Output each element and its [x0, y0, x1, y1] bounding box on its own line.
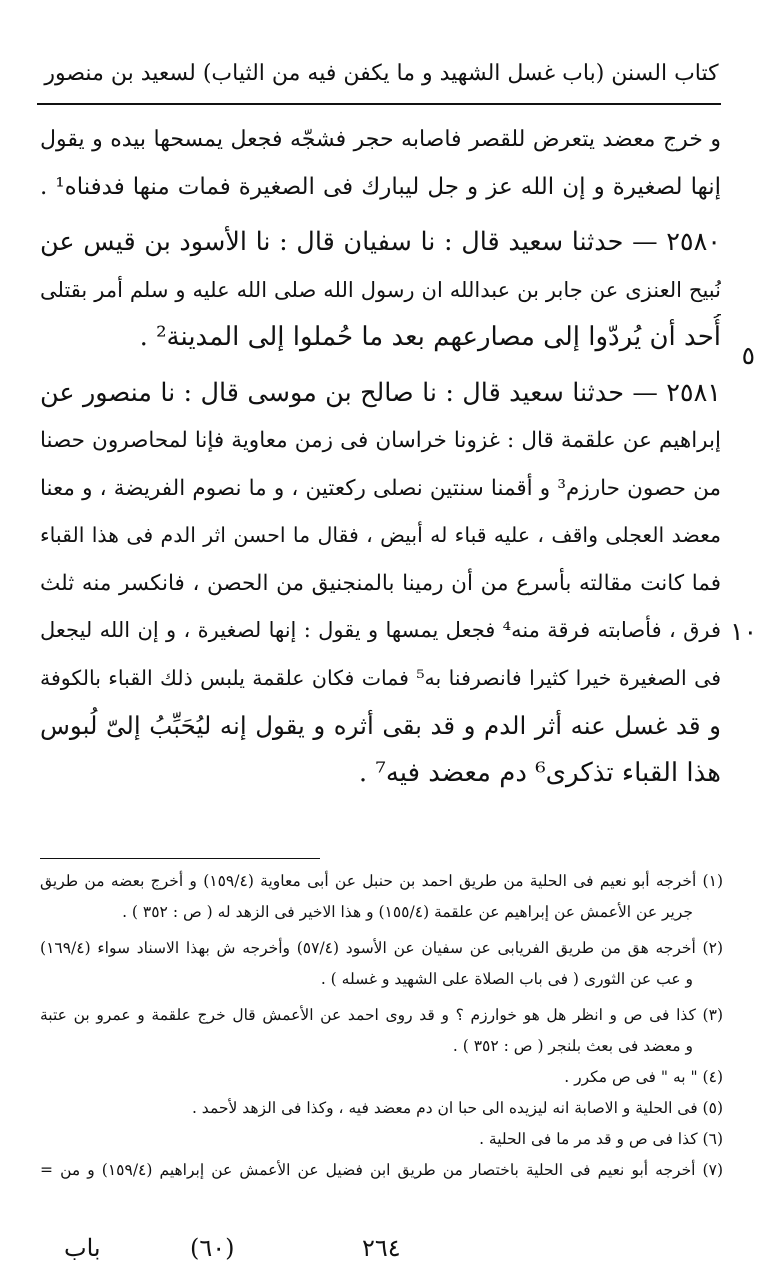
- footnote-line: (٣) كذا فى ص و انظر هل هو خوارزم ؟ و قد روى احمد عن الأعمش قال خرج علقمة و عمرو بن عتبة: [40, 1006, 723, 1024]
- text-line: و خرج معضد يتعرض للقصر فاصابه حجر فشجّه فجعل يمسحها بيده و يقول: [40, 127, 721, 152]
- footnote-line: (٢) أخرجه هق من طريق الفريابى عن سفيان عن الأسود (٥٧/٤) وأخرجه ش بهذا الاسناد سواء (١٦٩/٤): [40, 939, 723, 957]
- footnotes: [40, 866, 723, 1186]
- text-line: من حصون حارزم³ و أقمنا سنتين نصلى ركعتين ، و ما نصوم الفريضة ، و معنا: [40, 475, 721, 501]
- footer-signature: (٦٠): [190, 1234, 235, 1262]
- page-footer: [60, 1230, 701, 1266]
- footnote-line: (١) أخرجه أبو نعيم فى الحلية من طريق احمد بن حنبل عن أبى معاوية (١٥٩/٤) و أخرج بعضه من طريق: [40, 872, 723, 890]
- footnote-rule: [40, 858, 320, 859]
- hadith-2580-line: ٢٥٨٠ — حدثنا سعيد قال : نا سفيان قال : نا الأسود بن قيس عن: [40, 227, 721, 257]
- text-line: معضد العجلى واقف ، عليه قباء له أبيض ، فقال ما احسن اثر الدم فى هذا القباء: [40, 523, 721, 547]
- text-line: أُحد أن يُردّوا إلى مصارعهم بعد ما حُملوا إلى المدينة² .: [139, 322, 721, 352]
- footnote-line: جرير عن الأعمش عن إبراهيم عن علقمة (١٥٥/٤) و هذا الاخير فى الزهد له ( ص : ٣٥٢ ) .: [122, 903, 693, 921]
- margin-line-number: ٥: [741, 341, 755, 370]
- margin-line-number: ١٠: [730, 617, 757, 646]
- text-line: فى الصغيرة خيرا كثيرا فانصرفنا به⁵ فمات فكان علقمة يلبس ذلك القباء بالكوفة: [40, 665, 721, 690]
- footnote-line: (٤) " به " فى ص مكرر .: [564, 1068, 723, 1086]
- running-header: كتاب السنن (باب غسل الشهيد و ما يكفن فيه من الثياب) لسعيد بن منصور: [44, 61, 719, 86]
- footer-catchword: باب: [64, 1234, 101, 1262]
- text-line: و قد غسل عنه أثر الدم و قد بقى أثره و يقول إنه ليُحَبِّبُ إلىّ لُبوس: [40, 711, 721, 740]
- footnote-line: و عب عن الثورى ( فى باب الصلاة على الشهيد و غسله ) .: [320, 970, 693, 988]
- footnote-line: (٥) فى الحلية و الاصابة انه ليزيده الى حبا ان دم معضد فيه ، وكذا فى الزهد لأحمد .: [191, 1099, 723, 1117]
- text-line: إبراهيم عن علقمة قال : غزونا خراسان فى زمن معاوية فإنا لمحاصرون حصنا: [40, 428, 721, 453]
- main-text: [40, 116, 721, 797]
- page-number: ٢٦٤: [362, 1234, 401, 1262]
- text-line: هذا القباء تذكرى⁶ دم معضد فيه⁷ .: [358, 757, 721, 788]
- text-line: فما كانت مقالته بأسرع من أن رمينا بالمنجنيق من الحصن ، فانكسر منه ثلث: [40, 570, 721, 596]
- footnote-line: (٧) أخرجه أبو نعيم فى الحلية باختصار من طريق ابن فضيل عن الأعمش عن إبراهيم (١٥٩/٤) و من =: [40, 1161, 723, 1179]
- text-line: نُبيح العنزى عن جابر بن عبدالله ان رسول الله صلى الله عليه و سلم أمر بقتلى: [40, 277, 721, 302]
- text-line: فرق ، فأصابته فرقة منه⁴ فجعل يمسها و يقول : إنها لصغيرة ، و إن الله ليجعل: [40, 618, 721, 642]
- footnote-line: و معضد فى بعث بلنجر ( ص : ٣٥٢ ) .: [452, 1037, 693, 1055]
- text-line: إنها لصغيرة و إن الله عز و جل ليبارك فى الصغيرة فمات منها فدفناه¹ .: [40, 173, 721, 200]
- header-rule: [37, 103, 721, 105]
- hadith-2581-line: ٢٥٨١ — حدثنا سعيد قال : نا صالح بن موسى قال : نا منصور عن: [40, 377, 721, 408]
- footnote-line: (٦) كذا فى ص و قد مر ما فى الحلية .: [479, 1130, 723, 1148]
